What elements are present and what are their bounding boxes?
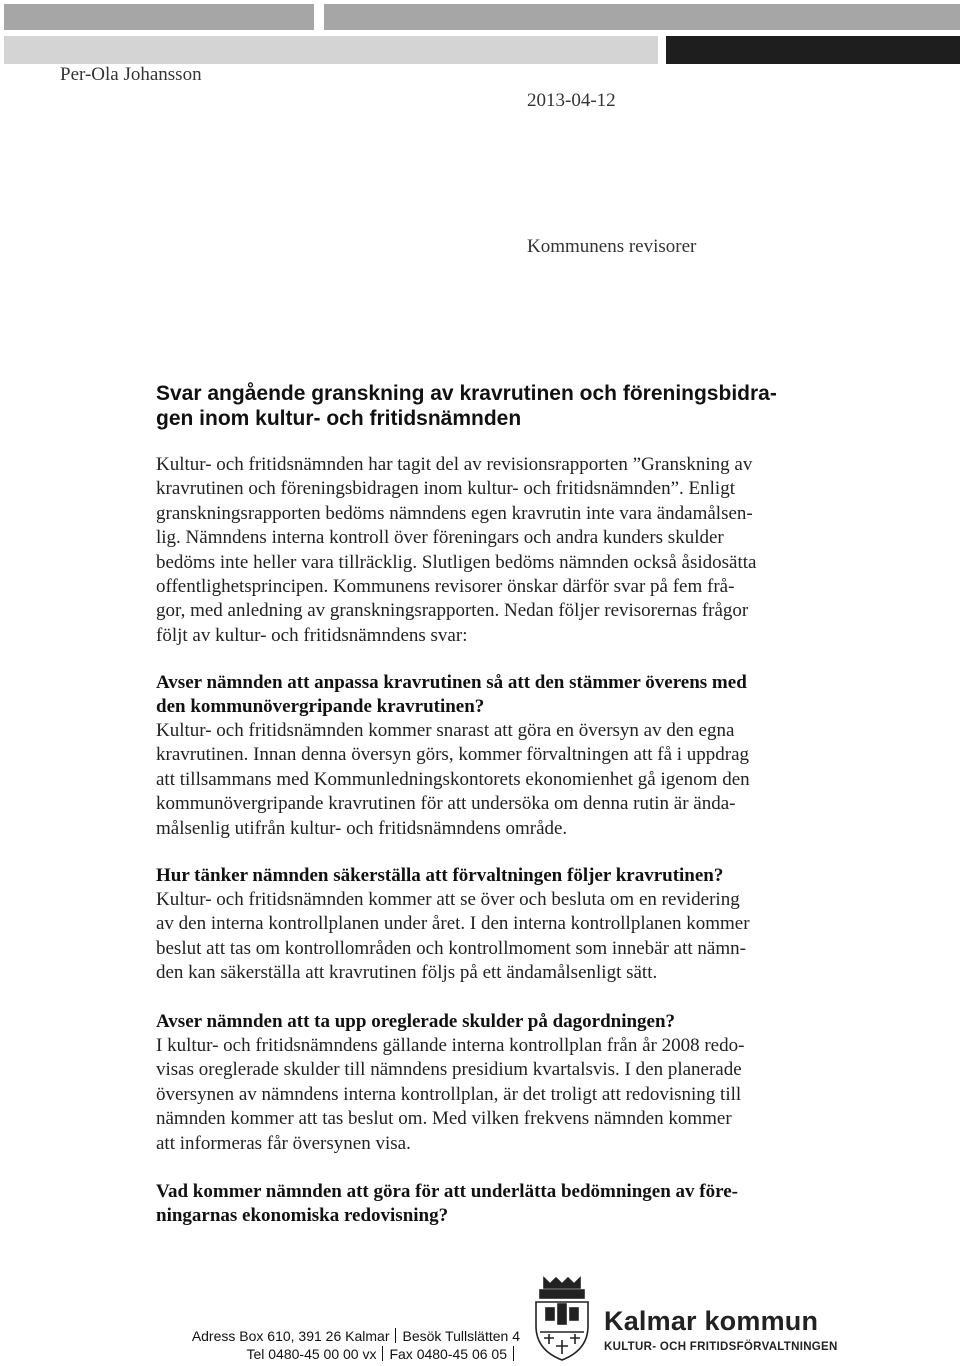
header-bar-left xyxy=(4,4,314,30)
text-line: Avser nämnden att anpassa kravrutinen så att den stämmer överens med xyxy=(156,672,747,693)
footer-tel: Tel 0480-45 00 00 vx xyxy=(246,1346,377,1362)
footer-visit: Besök Tullslätten 4 xyxy=(402,1328,520,1344)
footer-separator xyxy=(395,1328,396,1343)
text-line: bedöms inte heller vara tillräcklig. Slutligen bedöms nämnden också åsidosätta xyxy=(156,551,757,573)
answer-1 xyxy=(156,719,816,841)
text-line: att tillsammans med Kommunledningskontorets ekonomienhet gå igenom den xyxy=(156,768,750,790)
document-title xyxy=(156,381,796,431)
answer-2 xyxy=(156,888,816,986)
text-line: visas oreglerade skulder till nämndens presidium kvartalsvis. I den planerade xyxy=(156,1059,742,1081)
kalmar-crest-icon xyxy=(530,1274,594,1364)
recipient: Kommunens revisorer xyxy=(527,236,697,257)
text-line: granskningsrapporten bedöms nämndens egen kravrutin inte vara ändamålsen- xyxy=(156,502,753,524)
footer-row-address xyxy=(150,1327,520,1345)
title-line: gen inom kultur- och fritidsnämnden xyxy=(156,407,522,430)
header-bar-lower-gray xyxy=(4,36,658,64)
question-3 xyxy=(156,1010,826,1034)
text-line: nämnden kommer att tas beslut om. Med vilken frekvens nämnden kommer xyxy=(156,1108,732,1130)
brand-subtitle: KULTUR- OCH FRITIDSFÖRVALTNINGEN xyxy=(604,1341,838,1353)
text-line: den kan säkerställa att kravrutinen följs på ett ändamålsenligt sätt. xyxy=(156,962,658,984)
text-line: kravrutinen. Innan denna översyn görs, kommer förvaltningen att få i uppdrag xyxy=(156,744,750,766)
text-line: kravrutinen och föreningsbidragen inom kultur- och fritidsnämnden”. Enligt xyxy=(156,478,735,500)
header-bar-right xyxy=(324,4,960,30)
title-line: Svar angående granskning av kravrutinen och föreningsbidra- xyxy=(156,382,777,405)
text-line: gor, med anledning av granskningsrapporten. Nedan följer revisorernas frågor xyxy=(156,600,749,622)
text-line: Vad kommer nämnden att göra för att underlätta bedömningen av före- xyxy=(156,1181,738,1202)
text-line: målsenlig utifrån kultur- och fritidsnämndens område. xyxy=(156,817,568,839)
text-line: offentlighetsprincipen. Kommunens revisorer önskar därför svar på fem frå- xyxy=(156,576,735,598)
text-line: Avser nämnden att ta upp oreglerade skulder på dagordningen? xyxy=(156,1011,676,1032)
question-2 xyxy=(156,864,826,888)
question-4 xyxy=(156,1180,826,1228)
text-line: följt av kultur- och fritidsnämndens svar: xyxy=(156,624,468,646)
text-line: kommunövergripande kravrutinen för att undersöka om denna rutin är ända- xyxy=(156,793,736,815)
footer-separator xyxy=(382,1346,383,1361)
question-1 xyxy=(156,671,826,719)
text-line: översynen av nämndens interna kontrollplan, är det troligt att redovisning till xyxy=(156,1083,742,1105)
text-line: Kultur- och fritidsnämnden har tagit del av revisionsrapporten ”Granskning av xyxy=(156,454,753,475)
text-line: av den interna kontrollplanen under året. I den interna kontrollplanen kommer xyxy=(156,913,750,935)
text-line: den kommunövergripande kravrutinen? xyxy=(156,696,485,717)
footer-fax: Fax 0480-45 06 05 xyxy=(389,1346,507,1362)
answer-3 xyxy=(156,1034,816,1156)
document-date: 2013-04-12 xyxy=(527,90,616,111)
text-line: beslut att tas om kontrollområden och kontrollmoment som innebär att nämn- xyxy=(156,937,746,959)
text-line: lig. Nämndens interna kontroll över föreningars och andra kunders skulder xyxy=(156,527,724,549)
footer-contact xyxy=(150,1327,520,1363)
header-bar-lower-dark xyxy=(666,36,960,64)
brand-name: Kalmar kommun xyxy=(604,1306,819,1336)
text-line: Hur tänker nämnden säkerställa att förvaltningen följer kravrutinen? xyxy=(156,865,724,886)
author-name: Per-Ola Johansson xyxy=(60,64,202,85)
text-line: Kultur- och fritidsnämnden kommer snarast att göra en översyn av den egna xyxy=(156,720,735,741)
text-line: ningarnas ekonomiska redovisning? xyxy=(156,1205,449,1226)
footer-separator xyxy=(513,1346,514,1361)
footer-row-phone xyxy=(150,1345,520,1363)
text-line: att informeras får översynen visa. xyxy=(156,1132,411,1154)
text-line: Kultur- och fritidsnämnden kommer att se över och besluta om en revidering xyxy=(156,889,740,910)
text-line: I kultur- och fritidsnämndens gällande interna kontrollplan från år 2008 redo- xyxy=(156,1035,745,1056)
footer-address: Adress Box 610, 391 26 Kalmar xyxy=(191,1328,390,1344)
intro-paragraph xyxy=(156,453,816,648)
